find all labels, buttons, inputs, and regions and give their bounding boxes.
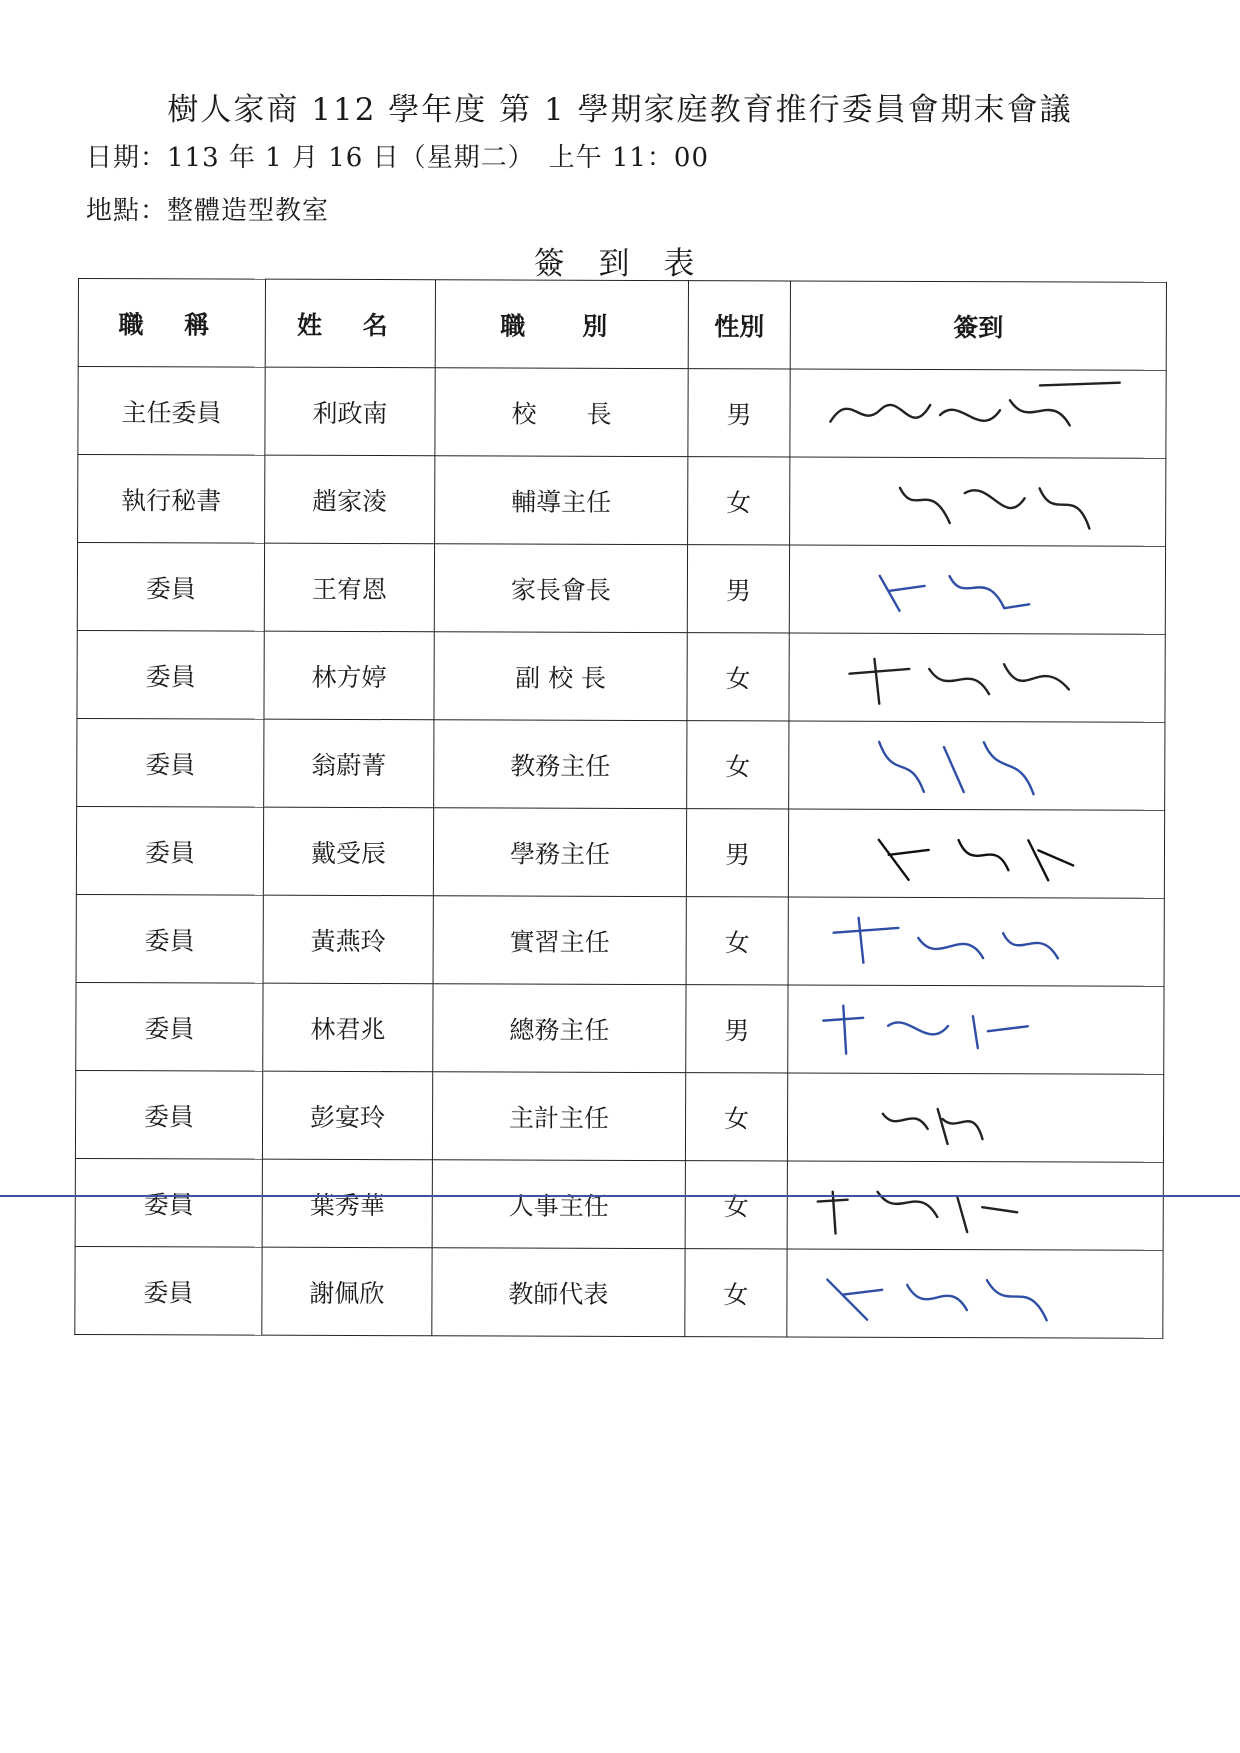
- title-cell: 委員: [76, 806, 263, 895]
- position-cell: 教師代表: [432, 1248, 685, 1337]
- name-cell: 林君兆: [263, 983, 433, 1072]
- column-header-name: 姓 名: [265, 279, 435, 368]
- name-cell: 王宥恩: [264, 543, 434, 632]
- position-cell: 教務主任: [434, 720, 687, 809]
- position-cell: 家長會長: [434, 544, 687, 633]
- meeting-date: 日期：113 年 1 月 16 日（星期二） 上午 11：00: [86, 143, 710, 173]
- gender-cell: 女: [685, 1161, 787, 1249]
- name-cell: 戴受辰: [263, 807, 433, 896]
- title-cell: 委員: [75, 1070, 262, 1159]
- table-row: [78, 455, 1166, 547]
- sign-in-sheet-title: 簽 到 表: [533, 246, 707, 282]
- table-body: [75, 367, 1166, 1339]
- gender-cell: 女: [685, 1073, 787, 1161]
- position-cell: 總務主任: [433, 984, 686, 1073]
- title-cell: 委員: [77, 718, 264, 807]
- signature-cell: [788, 897, 1164, 986]
- handwritten-signature: [790, 369, 1165, 457]
- gender-cell: 女: [686, 897, 788, 985]
- handwritten-signature: [788, 985, 1163, 1073]
- title-cell: 委員: [76, 894, 263, 983]
- sign-in-table: [74, 278, 1167, 1339]
- position-cell: 輔導主任: [435, 456, 688, 545]
- table-row: [78, 367, 1166, 459]
- handwritten-signature: [788, 1161, 1163, 1249]
- title-cell: 執行秘書: [78, 455, 265, 544]
- column-header-position: 職 別: [435, 280, 688, 369]
- signature-cell: [789, 721, 1165, 810]
- handwritten-signature: [789, 721, 1164, 809]
- position-cell: 人事主任: [432, 1160, 685, 1249]
- handwritten-signature: [788, 1073, 1163, 1161]
- signature-cell: [789, 633, 1165, 722]
- handwritten-signature: [790, 545, 1165, 633]
- column-header-signature: 簽到: [790, 281, 1166, 370]
- title-cell: 委員: [77, 630, 264, 719]
- table-row: [75, 1246, 1163, 1338]
- handwritten-signature: [789, 897, 1164, 985]
- table-row: [76, 894, 1164, 986]
- title-cell: 委員: [75, 1158, 262, 1247]
- column-header-gender: 性別: [688, 281, 790, 369]
- handwritten-signature: [789, 633, 1164, 721]
- meeting-place: 地點：整體造型教室: [86, 196, 330, 226]
- gender-cell: 女: [685, 1249, 787, 1337]
- table-row: [75, 1070, 1163, 1162]
- table-row: [76, 806, 1164, 898]
- name-cell: 翁蔚菁: [264, 719, 434, 808]
- table-row: [77, 543, 1165, 635]
- name-cell: 謝佩欣: [262, 1247, 432, 1336]
- name-cell: 黃燕玲: [263, 895, 433, 984]
- gender-cell: 男: [686, 985, 788, 1073]
- gender-cell: 女: [687, 721, 789, 809]
- gender-cell: 男: [688, 369, 790, 457]
- signature-cell: [787, 1073, 1163, 1162]
- name-cell: 葉秀華: [262, 1159, 432, 1248]
- title-cell: 委員: [75, 1246, 262, 1335]
- position-cell: 學務主任: [433, 808, 686, 897]
- gender-cell: 女: [687, 633, 789, 721]
- signature-cell: [790, 457, 1166, 546]
- title-cell: 委員: [76, 982, 263, 1071]
- handwritten-signature: [787, 1249, 1162, 1337]
- table-header-row: [78, 279, 1166, 371]
- position-cell: 副 校 長: [434, 632, 687, 721]
- gender-cell: 男: [687, 545, 789, 633]
- name-cell: 利政南: [265, 367, 435, 456]
- table-row: [77, 630, 1165, 722]
- signature-cell: [788, 985, 1164, 1074]
- position-cell: 主計主任: [432, 1072, 685, 1161]
- table-row: [77, 718, 1165, 810]
- table-row: [75, 1158, 1163, 1250]
- name-cell: 林方婷: [264, 631, 434, 720]
- gender-cell: 女: [688, 457, 790, 545]
- handwritten-signature: [790, 457, 1165, 545]
- title-cell: 主任委員: [78, 367, 265, 456]
- meeting-title: 樹人家商 112 學年度 第 1 學期家庭教育推行委員會期末會議: [167, 92, 1073, 128]
- title-cell: 委員: [77, 543, 264, 632]
- column-header-title: 職 稱: [78, 279, 265, 368]
- handwritten-signature: [789, 809, 1164, 897]
- stray-pen-line: [0, 1195, 1240, 1197]
- signature-cell: [790, 369, 1166, 458]
- name-cell: 彭宴玲: [262, 1071, 432, 1160]
- signature-cell: [789, 545, 1165, 634]
- sign-in-table-container: [74, 278, 1166, 1342]
- signature-cell: [787, 1161, 1163, 1250]
- signature-cell: [788, 809, 1164, 898]
- table-row: [76, 982, 1164, 1074]
- position-cell: 校 長: [435, 368, 688, 457]
- signature-cell: [787, 1249, 1163, 1338]
- gender-cell: 男: [686, 809, 788, 897]
- name-cell: 趙家淩: [265, 455, 435, 544]
- position-cell: 實習主任: [433, 896, 686, 985]
